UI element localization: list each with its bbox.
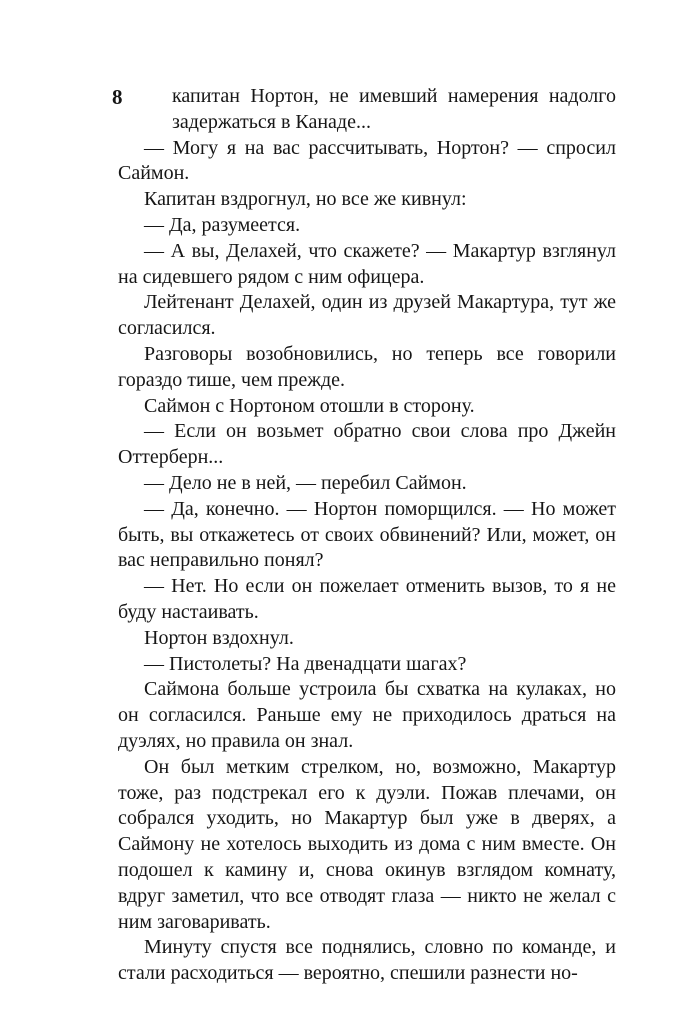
page-number: 8	[112, 85, 123, 109]
body-text	[118, 84, 616, 987]
paragraph: Он был метким стрелком, но, возможно, Макартур тоже, раз подстрекал его к дуэли. Пожав плечами, он собрался уходить, но Макартур был уже в дверях, а Саймону не хотелось выходить из дома с ним вместе. Он подошел к камину и, снова окинув взглядом комнату, вдруг заметил, что все отводят глаза — никто не желал с ним заговаривать.	[118, 755, 616, 933]
paragraph: Лейтенант Делахей, один из друзей Макартура, тут же согласился.	[118, 291, 616, 340]
paragraph: капитан Нортон, не имевший намерения надолго задержаться в Канаде...	[172, 85, 616, 133]
paragraph: Минуту спустя все поднялись, словно по команде, и стали расходиться — вероятно, спешили разнести но-	[118, 936, 616, 985]
paragraph: Разговоры возобновились, но теперь все говорили гораздо тише, чем прежде.	[118, 342, 616, 391]
paragraph: Нортон вздохнул.	[144, 626, 294, 649]
paragraph: — Пистолеты? На двенадцати шагах?	[144, 652, 467, 675]
paragraph: Капитан вздрогнул, но все же кивнул:	[144, 188, 467, 211]
paragraph: — Да, разумеется.	[144, 213, 301, 236]
paragraph: — Да, конечно. — Нортон поморщился. — Но может быть, вы откажетесь от своих обвинений? Или, может, он вас неправильно понял?	[118, 497, 616, 572]
paragraph: Саймон с Нортоном отошли в сторону.	[144, 394, 475, 417]
paragraph: — Нет. Но если он пожелает отменить вызов, то я не буду настаивать.	[118, 575, 616, 623]
paragraph: Саймона больше устроила бы схватка на кулаках, но он согласился. Раньше ему не приходилось драться на дуэлях, но правила он знал.	[118, 678, 616, 752]
paragraph: — Могу я на вас рассчитывать, Нортон? — спросил Саймон.	[118, 136, 616, 185]
paragraph: — Если он возьмет обратно свои слова про Джейн Оттерберн...	[118, 420, 616, 469]
paragraph: — А вы, Делахей, что скажете? — Макартур взглянул на сидевшего рядом с ним офицера.	[118, 239, 616, 288]
paragraph: — Дело не в ней, — перебил Саймон.	[144, 471, 467, 494]
